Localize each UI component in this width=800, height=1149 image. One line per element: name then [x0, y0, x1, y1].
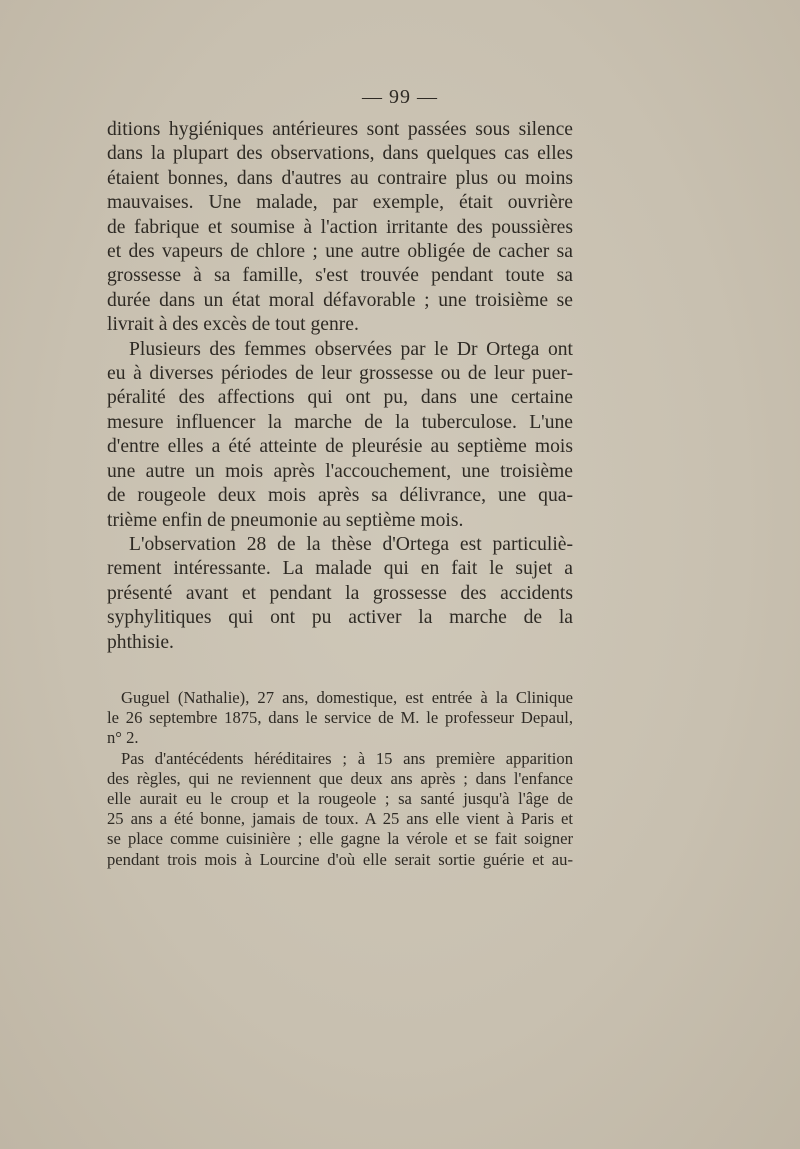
text-line: ditions hygiéniques antérieures sont passées sous silence [107, 119, 573, 140]
text-line: eu à diverses périodes de leur grossesse ou de leur puer- [107, 363, 573, 385]
text-line: phthisie. [107, 631, 174, 653]
paragraph [107, 338, 573, 533]
text-line: mesure influencer la marche de la tuberculose. L'une [107, 411, 573, 433]
text-line: grossesse à sa famille, s'est trouvée pendant toute sa [107, 265, 573, 287]
text-line: L'observation 28 de la thèse d'Ortega est particuliè- [129, 533, 573, 555]
case-line: des règles, qui ne reviennent que deux ans après ; dans l'enfance [107, 768, 573, 788]
case-paragraph [107, 688, 573, 749]
text-line: durée dans un état moral défavorable ; une troisième se [107, 289, 573, 311]
text-line: présenté avant et pendant la grossesse des accidents [107, 582, 573, 604]
text-line: d'entre elles a été atteinte de pleurésie au septième mois [107, 436, 573, 458]
case-line: pendant trois mois à Lourcine d'où elle serait sortie guérie et au- [107, 849, 573, 869]
case-line: Pas d'antécédents héréditaires ; à 15 ans première apparition [121, 748, 573, 768]
case-line: n° 2. [107, 728, 139, 748]
text-line: de fabrique et soumise à l'action irritante des poussières [107, 216, 573, 238]
text-line: Plusieurs des femmes observées par le Dr Ortega ont [129, 338, 573, 360]
text-line: syphylitiques qui ont pu activer la marche de la [107, 607, 573, 629]
text-line: trième enfin de pneumonie au septième mois. [107, 509, 464, 531]
text-line: livrait à des excès de tout genre. [107, 314, 359, 336]
text-line: de rougeole deux mois après sa délivrance, une qua- [107, 485, 573, 507]
case-line: elle aurait eu le croup et la rougeole ; sa santé jusqu'à l'âge de [107, 789, 573, 809]
page-number: — 99 — [362, 86, 438, 108]
text-line: dans la plupart des observations, dans quelques cas elles [107, 143, 573, 165]
paragraph [107, 533, 573, 655]
text-line: et des vapeurs de chlore ; une autre obligée de cacher sa [107, 241, 573, 263]
body-text [107, 118, 573, 655]
text-line: étaient bonnes, dans d'autres au contraire plus ou moins [107, 167, 573, 189]
case-line: le 26 septembre 1875, dans le service de M. le professeur Depaul, [107, 708, 573, 728]
paragraph [107, 118, 573, 338]
text-line: une autre un mois après l'accouchement, une troisième [107, 460, 573, 482]
text-line: rement intéressante. La malade qui en fait le sujet a [107, 558, 573, 580]
case-line: Guguel (Nathalie), 27 ans, domestique, est entrée à la Clinique [121, 688, 573, 707]
text-line: mauvaises. Une malade, par exemple, était ouvrière [107, 192, 573, 214]
case-paragraph [107, 749, 573, 870]
case-line: se place comme cuisinière ; elle gagne la vérole et se fait soigner [107, 829, 573, 849]
case-report [107, 688, 573, 870]
text-line: péralité des affections qui ont pu, dans une certaine [107, 387, 573, 409]
case-line: 25 ans a été bonne, jamais de toux. A 25 ans elle vient à Paris et [107, 809, 573, 829]
